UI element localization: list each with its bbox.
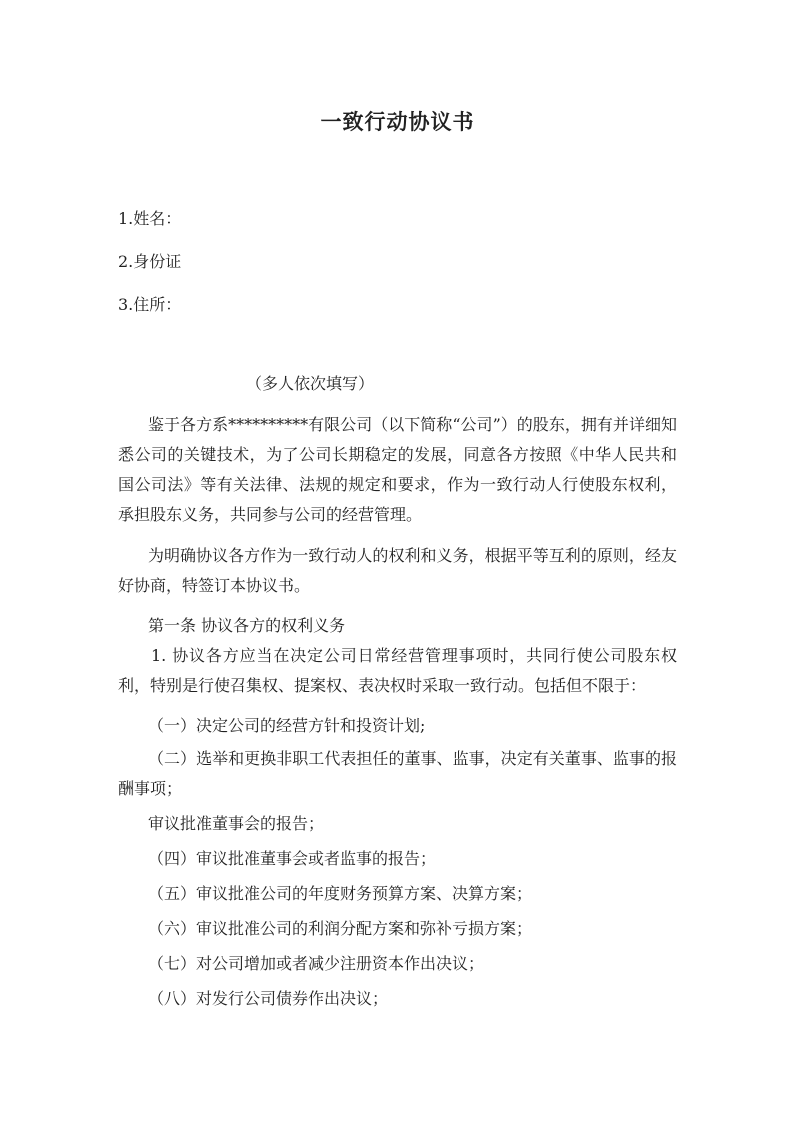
preamble-paragraph: 鉴于各方系**********有限公司（以下简称“公司”）的股东，拥有并详细知悉公司的关键技术，为了公司长期稳定的发展，同意各方按照《中华人民共和国公司法》等有关法律、法规的规定和要求，作为一致行动人行使股东权利，承担股东义务，共同参与公司的经营管理。: [118, 415, 677, 524]
party-field-address: 3.住所：: [118, 295, 182, 314]
clause-intro: 1. 协议各方应当在决定公司日常经营管理事项时，共同行使公司股东权利，特别是行使召集权、提案权、表决权时采取一致行动。包括但不限于：: [118, 646, 677, 695]
list-item-6: （六）审议批准公司的利润分配方案和弥补亏损方案；: [148, 919, 533, 938]
list-item-2: （二）选举和更换非职工代表担任的董事、监事，决定有关董事、监事的报酬事项；: [118, 749, 677, 798]
list-item-3: 审议批准董事会的报告；: [148, 814, 325, 833]
purpose-paragraph: 为明确协议各方作为一致行动人的权利和义务，根据平等互利的原则，经友好协商，特签订本协议书。: [118, 546, 677, 595]
document-title: 一致行动协议书: [320, 109, 475, 134]
list-item-8: （八）对发行公司债券作出决议；: [148, 989, 389, 1008]
list-item-4: （四）审议批准董事会或者监事的报告；: [148, 849, 437, 868]
party-fields: [118, 203, 677, 320]
list-item-5: （五）审议批准公司的年度财务预算方案、决算方案；: [148, 884, 533, 903]
party-field-id-number: 2.身份证: [118, 252, 182, 271]
list-item-7: （七）对公司增加或者减少注册资本作出决议；: [148, 954, 485, 973]
fill-note: （多人依次填写）: [246, 374, 375, 393]
list-item-1: （一）决定公司的经营方针和投资计划;: [148, 716, 426, 735]
article-one-heading: 第一条 协议各方的权利义务: [148, 616, 346, 635]
party-field-name: 1.姓名：: [118, 209, 182, 228]
